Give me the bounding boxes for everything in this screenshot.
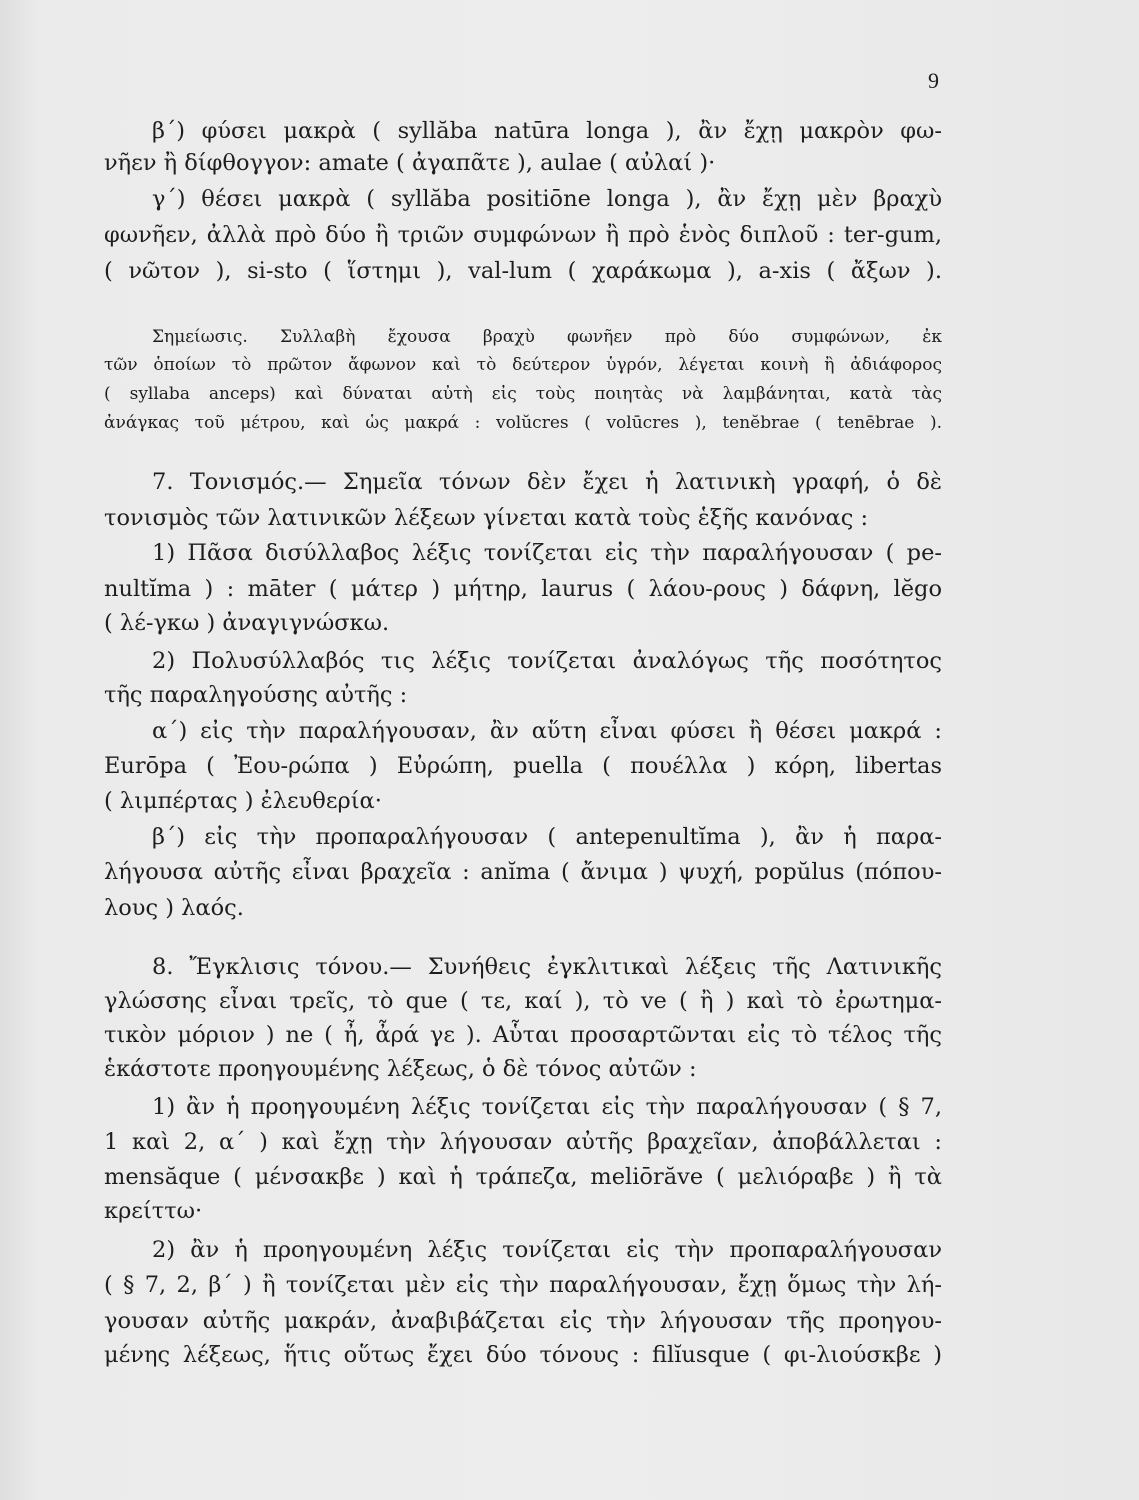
text-line: Eurōpa ( Ἐου-ρώπα ) Εὐρώπη, puella ( πουέλλα ) κόρη, libertas — [104, 753, 942, 779]
text-line: ( λέ-γκω ) ἀναγιγνώσκω. — [104, 610, 390, 636]
text-line: φωνῆεν, ἀλλὰ πρὸ δύο ἢ τριῶν συμφώνων ἢ πρὸ ἑνὸς διπλοῦ : ter-gum, — [104, 222, 942, 248]
text-line: γουσαν αὐτῆς μακράν, ἀναβιβάζεται εἰς τὴν λήγουσαν τῆς προηγου- — [104, 1308, 942, 1334]
section-heading-line: 8. Ἔγκλισις τόνου.— Συνήθεις ἐγκλιτικαὶ λέξεις τῆς Λατινικῆς — [152, 954, 942, 980]
note-line: ( syllaba anceps) καὶ δύναται αὐτὴ εἰς τοὺς ποιητὰς νὰ λαμβάνηται, κατὰ τὰς — [104, 384, 942, 404]
text-line: κρείττω· — [104, 1198, 203, 1224]
text-line: λους ) λαός. — [104, 895, 244, 921]
text-line: μένης λέξεως, ἥτις οὕτως ἔχει δύο τόνους : filĭusque ( φι-λιούσκβε ) — [104, 1342, 942, 1368]
text-line: 1 καὶ 2, α΄ ) καὶ ἔχῃ τὴν λήγουσαν αὐτῆς βραχεῖαν, ἀποβάλλεται : — [104, 1129, 942, 1155]
text-line: 1) Πᾶσα δισύλλαβος λέξις τονίζεται εἰς τὴν παραλήγουσαν ( pe- — [152, 540, 942, 566]
text-line: nultĭma ) : māter ( μάτερ ) μήτηρ, laurus ( λάου-ρους ) δάφνη, lĕgo — [104, 576, 942, 602]
text-line: ( νῶτον ), si-sto ( ἵστημι ), val-lum ( χαράκωμα ), a-xis ( ἄξων ). — [104, 258, 942, 284]
text-line: τονισμὸς τῶν λατινικῶν λέξεων γίνεται κατὰ τοὺς ἑξῆς κανόνας : — [104, 505, 869, 531]
text-line: β΄) φύσει μακρὰ ( syllăba natūra longa ), ἂν ἔχῃ μακρὸν φω- — [152, 118, 942, 144]
note-line: Σημείωσις. Συλλαβὴ ἔχουσα βραχὺ φωνῆεν πρὸ δύο συμφώνων, ἐκ — [152, 327, 942, 347]
text-line: γλώσσης εἶναι τρεῖς, τὸ que ( τε, καί ), τὸ ve ( ἢ ) καὶ τὸ ἐρωτημα- — [104, 988, 942, 1014]
text-line: 2) ἂν ἡ προηγουμένη λέξις τονίζεται εἰς τὴν προπαραλήγουσαν — [152, 1237, 942, 1263]
text-line: 2) Πολυσύλλαβός τις λέξις τονίζεται ἀναλόγως τῆς ποσότητος — [152, 648, 942, 674]
text-line: γ΄) θέσει μακρὰ ( syllăba positiōne longa ), ἂν ἔχῃ μὲν βραχὺ — [152, 186, 942, 212]
text-line: mensăque ( μένσακβε ) καὶ ἡ τράπεζα, meliōrăve ( μελιόραβε ) ἢ τὰ — [104, 1164, 942, 1190]
text-line: λήγουσα αὐτῆς εἶναι βραχεῖα : anĭma ( ἄνιμα ) ψυχή, popŭlus (πόπου- — [104, 859, 942, 885]
note-line: ἀνάγκας τοῦ μέτρου, καὶ ὡς μακρά : volŭcres ( volūcres ), tenĕbrae ( tenēbrae ). — [104, 413, 942, 433]
note-line: τῶν ὁποίων τὸ πρῶτον ἄφωνον καὶ τὸ δεύτερον ὑγρόν, λέγεται κοινὴ ἢ ἀδιάφορος — [104, 355, 942, 375]
text-line: νῆεν ἢ δίφθογγον: amate ( ἀγαπᾶτε ), aulae ( αὐλαί )· — [104, 150, 716, 176]
text-line: ἑκάστοτε προηγουμένης λέξεως, ὁ δὲ τόνος αὐτῶν : — [104, 1056, 697, 1082]
page-number: 9 — [928, 68, 939, 93]
text-line: τικὸν μόριον ) ne ( ἦ, ἆρά γε ). Αὗται προσαρτῶνται εἰς τὸ τέλος τῆς — [104, 1022, 942, 1048]
text-line: ( § 7, 2, β΄ ) ἢ τονίζεται μὲν εἰς τὴν παραλήγουσαν, ἔχῃ ὅμως τὴν λή- — [104, 1272, 942, 1298]
text-line: τῆς παραληγούσης αὐτῆς : — [104, 682, 408, 708]
text-line: 1) ἂν ἡ προηγουμένη λέξις τονίζεται εἰς τὴν παραλήγουσαν ( § 7, — [152, 1094, 942, 1120]
text-line: α΄) εἰς τὴν παραλήγουσαν, ἂν αὕτη εἶναι φύσει ἢ θέσει μακρά : — [152, 718, 942, 744]
section-heading-line: 7. Τονισμός.— Σημεῖα τόνων δὲν ἔχει ἡ λατινικὴ γραφή, ὁ δὲ — [152, 469, 942, 495]
text-line: β΄) εἰς τὴν προπαραλήγουσαν ( antepenultĭma ), ἂν ἡ παρα- — [152, 824, 942, 850]
text-line: ( λιμπέρτας ) ἐλευθερία· — [104, 788, 382, 814]
